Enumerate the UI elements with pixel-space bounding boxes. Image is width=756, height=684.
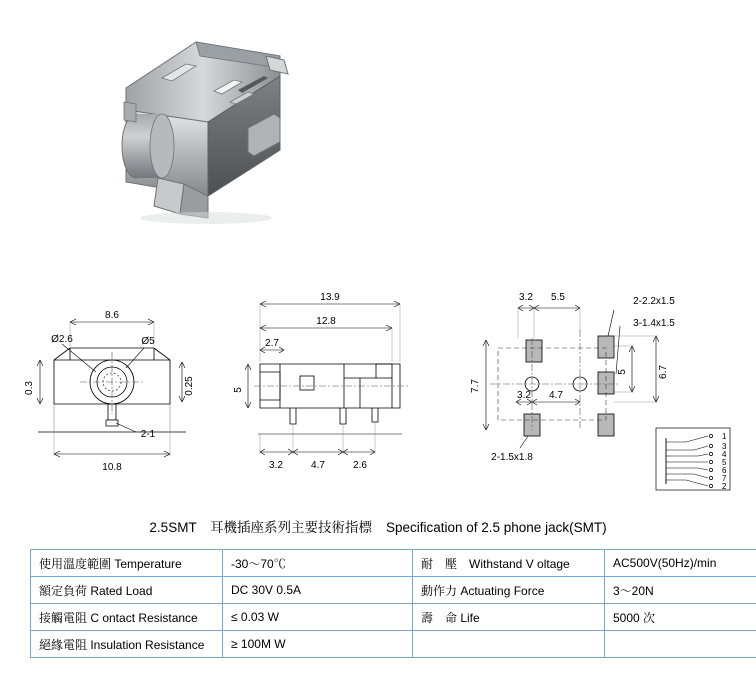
dim-pcb-right-67: 6.7	[658, 365, 669, 379]
dim-pcb-t1: 3.2	[519, 292, 533, 303]
specification-caption	[0, 516, 756, 536]
specification-table	[30, 549, 756, 658]
dim-front-top-width: 8.6	[105, 310, 119, 321]
table-row	[31, 550, 756, 577]
dim-pcb-mid-1: 3.2	[517, 390, 531, 401]
spec-value-withstand-voltage: AC500V(50Hz)/min	[605, 550, 756, 577]
caption-cn: 2.5SMT 耳機插座系列主要技術指標	[149, 520, 372, 535]
spec-label-empty	[413, 631, 605, 658]
pin-number-3: 3	[722, 442, 727, 451]
spec-label-life: 壽 命 Life	[413, 604, 605, 631]
spec-label-temperature: 使用溫度範圍 Temperature	[31, 550, 223, 577]
spec-label-insulation-resistance: 絕緣電阻 Insulation Resistance	[31, 631, 223, 658]
pin-number-6: 6	[722, 466, 727, 475]
caption-en: Specification of 2.5 phone jack(SMT)	[385, 520, 607, 535]
dim-front-bottom-width: 10.8	[102, 462, 122, 473]
drawing-front-view	[18, 292, 208, 492]
drawing-side-view	[233, 286, 440, 486]
dim-side-front-seg: 2.7	[265, 338, 279, 349]
dim-front-left-height: 0.3	[24, 381, 35, 395]
spec-label-rated-load: 額定負荷 Rated Load	[31, 577, 223, 604]
spec-value-empty	[605, 631, 756, 658]
dim-front-hole-right: Ø5	[141, 336, 155, 347]
dim-pcb-left-height: 7.7	[470, 379, 481, 393]
pin-number-5: 5	[722, 458, 727, 467]
spec-value-insulation-resistance: ≥ 100M W	[223, 631, 413, 658]
dim-front-hole-left: Ø2.6	[51, 334, 73, 345]
pin-number-1: 1	[722, 432, 727, 441]
dim-front-pin-note: 2-1	[140, 429, 156, 440]
drawing-pcb-layout	[468, 280, 738, 500]
spec-label-withstand-voltage: 耐 壓 Withstand V oltage	[413, 550, 605, 577]
pin-number-2: 2	[722, 482, 727, 491]
spec-label-actuating-force: 動作力 Actuating Force	[413, 577, 605, 604]
note-pad-2-1-5x1-8: 2-1.5x1.8	[491, 452, 533, 463]
note-pad-2-2-2x1-5: 2-2.2x1.5	[633, 296, 675, 307]
spec-value-contact-resistance: ≤ 0.03 W	[223, 604, 413, 631]
dim-front-right-height: 0.25	[184, 376, 195, 396]
table-row	[31, 604, 756, 631]
spec-value-actuating-force: 3～20N	[605, 577, 756, 604]
dim-pcb-mid-2: 4.7	[549, 390, 563, 401]
spec-label-contact-resistance: 接觸電阻 C ontact Resistance	[31, 604, 223, 631]
table-row	[31, 577, 756, 604]
dim-side-height: 5	[233, 387, 244, 393]
dim-side-b3: 2.6	[353, 460, 367, 471]
spec-value-rated-load: DC 30V 0.5A	[223, 577, 413, 604]
table-row	[31, 631, 756, 658]
dim-side-b2: 4.7	[311, 460, 325, 471]
dim-pcb-right-5: 5	[617, 369, 628, 375]
pin-number-4: 4	[722, 450, 727, 459]
spec-value-temperature: -30～70℃	[223, 550, 413, 577]
note-pad-3-1-4x1-5: 3-1.4x1.5	[633, 318, 675, 329]
pin-number-7: 7	[722, 474, 727, 483]
dim-side-b1: 3.2	[269, 460, 283, 471]
dim-side-body-length: 12.8	[316, 316, 336, 327]
product-photo	[88, 18, 308, 228]
dim-pcb-t2: 5.5	[551, 292, 565, 303]
spec-value-life: 5000 次	[605, 604, 756, 631]
dim-side-overall-length: 13.9	[320, 292, 340, 303]
